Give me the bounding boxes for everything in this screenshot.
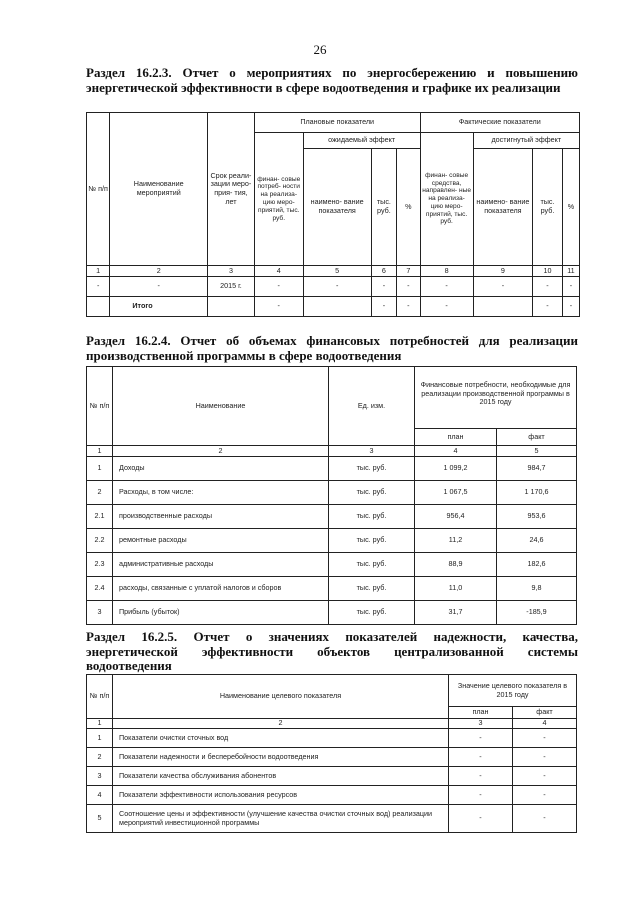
col-number: 2 [110, 266, 208, 277]
col-header-fact: факт [497, 429, 577, 446]
column-numbers-row [87, 266, 580, 277]
total-label: Итого [110, 297, 208, 317]
row-num: 1 [87, 457, 113, 481]
row-fact: 24,6 [497, 529, 577, 553]
col-header-name: Наименование мероприятий [110, 113, 208, 266]
row-num: 3 [87, 767, 113, 786]
row-unit: тыс. руб. [329, 505, 415, 529]
row-plan: 31,7 [415, 601, 497, 625]
table-row [87, 529, 577, 553]
col-number: 1 [87, 446, 113, 457]
col-header-percent-2: % [562, 149, 579, 266]
row-plan: - [449, 767, 513, 786]
row-num: 1 [87, 729, 113, 748]
cell: - [420, 277, 473, 297]
cell: - [110, 277, 208, 297]
table-row [87, 277, 580, 297]
col-number: 5 [497, 446, 577, 457]
col-number: 10 [533, 266, 563, 277]
row-num: 5 [87, 805, 113, 833]
row-fact: - [513, 748, 577, 767]
col-number: 9 [473, 266, 532, 277]
row-plan: - [449, 786, 513, 805]
col-number: 4 [254, 266, 303, 277]
cell [473, 297, 532, 317]
table-row [87, 457, 577, 481]
row-fact: 182,6 [497, 553, 577, 577]
col-number: 4 [415, 446, 497, 457]
col-header-indicator-name: наимено- вание показателя [303, 149, 371, 266]
row-plan: 11,2 [415, 529, 497, 553]
cell [87, 297, 110, 317]
col-header-unit: Ед. изм. [329, 367, 415, 446]
row-plan: 88,9 [415, 553, 497, 577]
cell: - [397, 277, 420, 297]
cell: - [562, 277, 579, 297]
cell: 2015 г. [208, 277, 255, 297]
col-header-fin-needs: Финансовые потребности, необходимые для реализации производственной программы в 2015 году [415, 367, 577, 429]
page-number: 26 [313, 42, 327, 57]
col-header-plan: план [415, 429, 497, 446]
table-row [87, 805, 577, 833]
indicators-table [86, 674, 577, 833]
col-header-fin-need: финан- совые потреб- ности на реализа- цию меро- приятий, тыс. руб. [254, 133, 303, 266]
cell: - [397, 297, 420, 317]
col-number: 3 [208, 266, 255, 277]
col-number: 2 [113, 719, 449, 729]
col-header-value: Значение целевого показателя в 2015 году [449, 675, 577, 707]
col-header-planned: Плановые показатели [254, 113, 420, 133]
table-row [87, 601, 577, 625]
row-fact: 984,7 [497, 457, 577, 481]
col-header-thous-rub-2: тыс. руб. [533, 149, 563, 266]
col-header-num: № п/п [87, 675, 113, 719]
col-header-name: Наименование целевого показателя [113, 675, 449, 719]
row-name: расходы, связанные с уплатой налогов и сборов [113, 577, 329, 601]
row-unit: тыс. руб. [329, 553, 415, 577]
cell: - [87, 277, 110, 297]
row-fact: - [513, 729, 577, 748]
table-row [87, 748, 577, 767]
row-name: Показатели надежности и бесперебойности водоотведения [113, 748, 449, 767]
row-plan: 11,0 [415, 577, 497, 601]
row-name: административные расходы [113, 553, 329, 577]
cell: - [254, 277, 303, 297]
row-fact: - [513, 805, 577, 833]
row-num: 2.3 [87, 553, 113, 577]
col-number: 5 [303, 266, 371, 277]
table-row [87, 729, 577, 748]
row-plan: 1 099,2 [415, 457, 497, 481]
col-number: 4 [513, 719, 577, 729]
row-name: Расходы, в том числе: [113, 481, 329, 505]
row-name: Показатели эффективности использования ресурсов [113, 786, 449, 805]
row-unit: тыс. руб. [329, 577, 415, 601]
col-number: 1 [87, 719, 113, 729]
col-number: 11 [562, 266, 579, 277]
row-num: 4 [87, 786, 113, 805]
col-header-fact: факт [513, 707, 577, 719]
row-name: Доходы [113, 457, 329, 481]
total-row [87, 297, 580, 317]
col-header-actual: Фактические показатели [420, 113, 579, 133]
cell: - [254, 297, 303, 317]
table-row [87, 577, 577, 601]
col-number: 7 [397, 266, 420, 277]
row-fact: - [513, 786, 577, 805]
col-number: 2 [113, 446, 329, 457]
cell: - [562, 297, 579, 317]
row-name: Прибыль (убыток) [113, 601, 329, 625]
row-num: 2 [87, 748, 113, 767]
col-header-name: Наименование [113, 367, 329, 446]
cell: - [473, 277, 532, 297]
col-number: 1 [87, 266, 110, 277]
row-fact: 9,8 [497, 577, 577, 601]
row-plan: - [449, 729, 513, 748]
row-plan: - [449, 748, 513, 767]
row-num: 3 [87, 601, 113, 625]
row-num: 2 [87, 481, 113, 505]
row-fact: - [513, 767, 577, 786]
cell: - [533, 297, 563, 317]
row-name: производственные расходы [113, 505, 329, 529]
row-num: 2.2 [87, 529, 113, 553]
table-row [87, 786, 577, 805]
row-plan: 956,4 [415, 505, 497, 529]
col-header-achieved-effect: достигнутый эффект [473, 133, 579, 149]
row-num: 2.1 [87, 505, 113, 529]
table-row [87, 481, 577, 505]
col-header-expected-effect: ожидаемый эффект [303, 133, 420, 149]
col-header-indicator-name-2: наимено- вание показателя [473, 149, 532, 266]
row-name: Показатели качества обслуживания абонентов [113, 767, 449, 786]
col-header-fin-spent: финан- совые средства, направлен- ные на реализа- цию меро- приятий, тыс. руб. [420, 133, 473, 266]
row-fact: -185,9 [497, 601, 577, 625]
row-unit: тыс. руб. [329, 457, 415, 481]
row-name: ремонтные расходы [113, 529, 329, 553]
column-numbers-row [87, 446, 577, 457]
row-unit: тыс. руб. [329, 601, 415, 625]
row-fact: 1 170,6 [497, 481, 577, 505]
row-unit: тыс. руб. [329, 529, 415, 553]
col-header-num: № п/п [87, 113, 110, 266]
col-header-term: Срок реали- зации меро- прия- тия, лет [208, 113, 255, 266]
col-number: 3 [329, 446, 415, 457]
column-numbers-row [87, 719, 577, 729]
cell [303, 297, 371, 317]
col-number: 8 [420, 266, 473, 277]
col-header-thous-rub: тыс. руб. [371, 149, 396, 266]
cell: - [371, 297, 396, 317]
row-fact: 953,6 [497, 505, 577, 529]
col-header-num: № п/п [87, 367, 113, 446]
cell: - [303, 277, 371, 297]
cell: - [533, 277, 563, 297]
section-16-2-3-heading: Раздел 16.2.3. Отчет о мероприятиях по энергосбережению и повышению энергетической эффективности в сфере водоотведения и графике их реализации [86, 65, 578, 95]
section-16-2-5-heading: Раздел 16.2.5. Отчет о значениях показателей надежности, качества, энергетической эффективности объектов централизованной системы водоотведения [86, 629, 578, 673]
financial-needs-table [86, 366, 577, 625]
row-num: 2.4 [87, 577, 113, 601]
row-plan: 1 067,5 [415, 481, 497, 505]
row-unit: тыс. руб. [329, 481, 415, 505]
table-row [87, 767, 577, 786]
col-number: 3 [449, 719, 513, 729]
col-number: 6 [371, 266, 396, 277]
table-row [87, 505, 577, 529]
col-header-percent: % [397, 149, 420, 266]
table-row [87, 553, 577, 577]
row-plan: - [449, 805, 513, 833]
row-name: Соотношение цены и эффективности (улучшение качества очистки сточных вод) реализации мероприятий инвестиционной программы [113, 805, 449, 833]
cell: - [371, 277, 396, 297]
cell: - [420, 297, 473, 317]
col-header-plan: план [449, 707, 513, 719]
section-16-2-4-heading: Раздел 16.2.4. Отчет об объемах финансовых потребностей для реализации производственной программы в сфере водоотведения [86, 333, 578, 363]
measures-table [86, 112, 580, 317]
cell [208, 297, 255, 317]
row-name: Показатели очистки сточных вод [113, 729, 449, 748]
